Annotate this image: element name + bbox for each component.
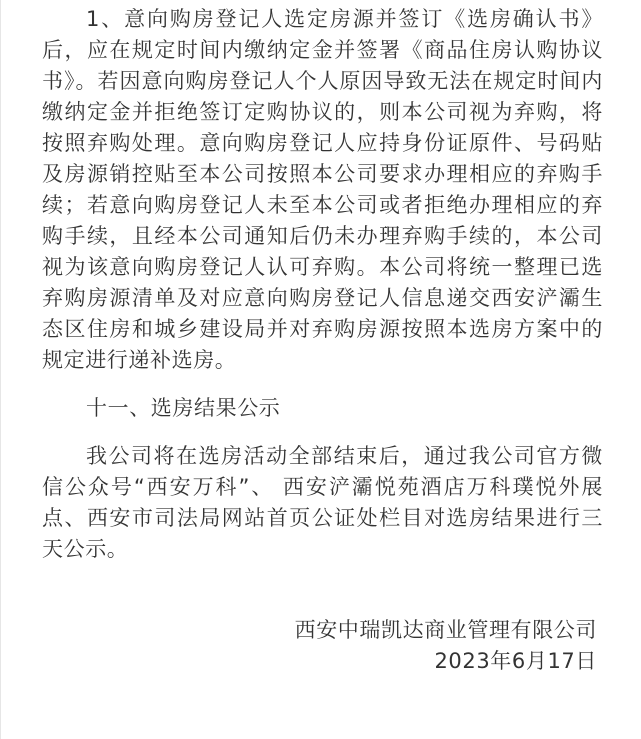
signature-block bbox=[295, 615, 597, 677]
paragraph-results-announcement: 我公司将在选房活动全部结束后，通过我公司官方微信公众号“西安万科”、 西安浐灞悦苑酒店万科璞悦外展点、西安市司法局网站首页公证处栏目对选房结果进行三天公示。 bbox=[42, 444, 603, 561]
signature-company: 西安中瑞凯达商业管理有限公司 bbox=[294, 618, 597, 642]
paragraph-abandon-purchase: 1、意向购房登记人选定房源并签订《选房确认书》后，应在规定时间内缴纳定金并签署《商品住房认购协议书》。若因意向购房登记人个人原因导致无法在规定时间内缴纳定金并拒绝签订定购协议的，则本公司视为弃购，将按照弃购处理。意向购房登记人应持身份证原件、号码贴及房源销控贴至本公司按照本公司要求办理相应的弃购手续；若意向购房登记人未至本公司或者拒绝办理相应的弃购手续，且经本公司通知后仍未办理弃购手续的，本公司视为该意向购房登记人认可弃购。本公司将统一整理已选弃购房源清单及对应意向购房登记人信息递交西安浐灞生态区住房和城乡建设局并对弃购房源按照本选房方案中的规定进行递补选房。 bbox=[42, 7, 603, 372]
document-body bbox=[42, 4, 603, 565]
section-heading-results-announcement: 十一、选房结果公示 bbox=[86, 396, 281, 420]
signature-date: 2023年6月17日 bbox=[434, 649, 597, 673]
